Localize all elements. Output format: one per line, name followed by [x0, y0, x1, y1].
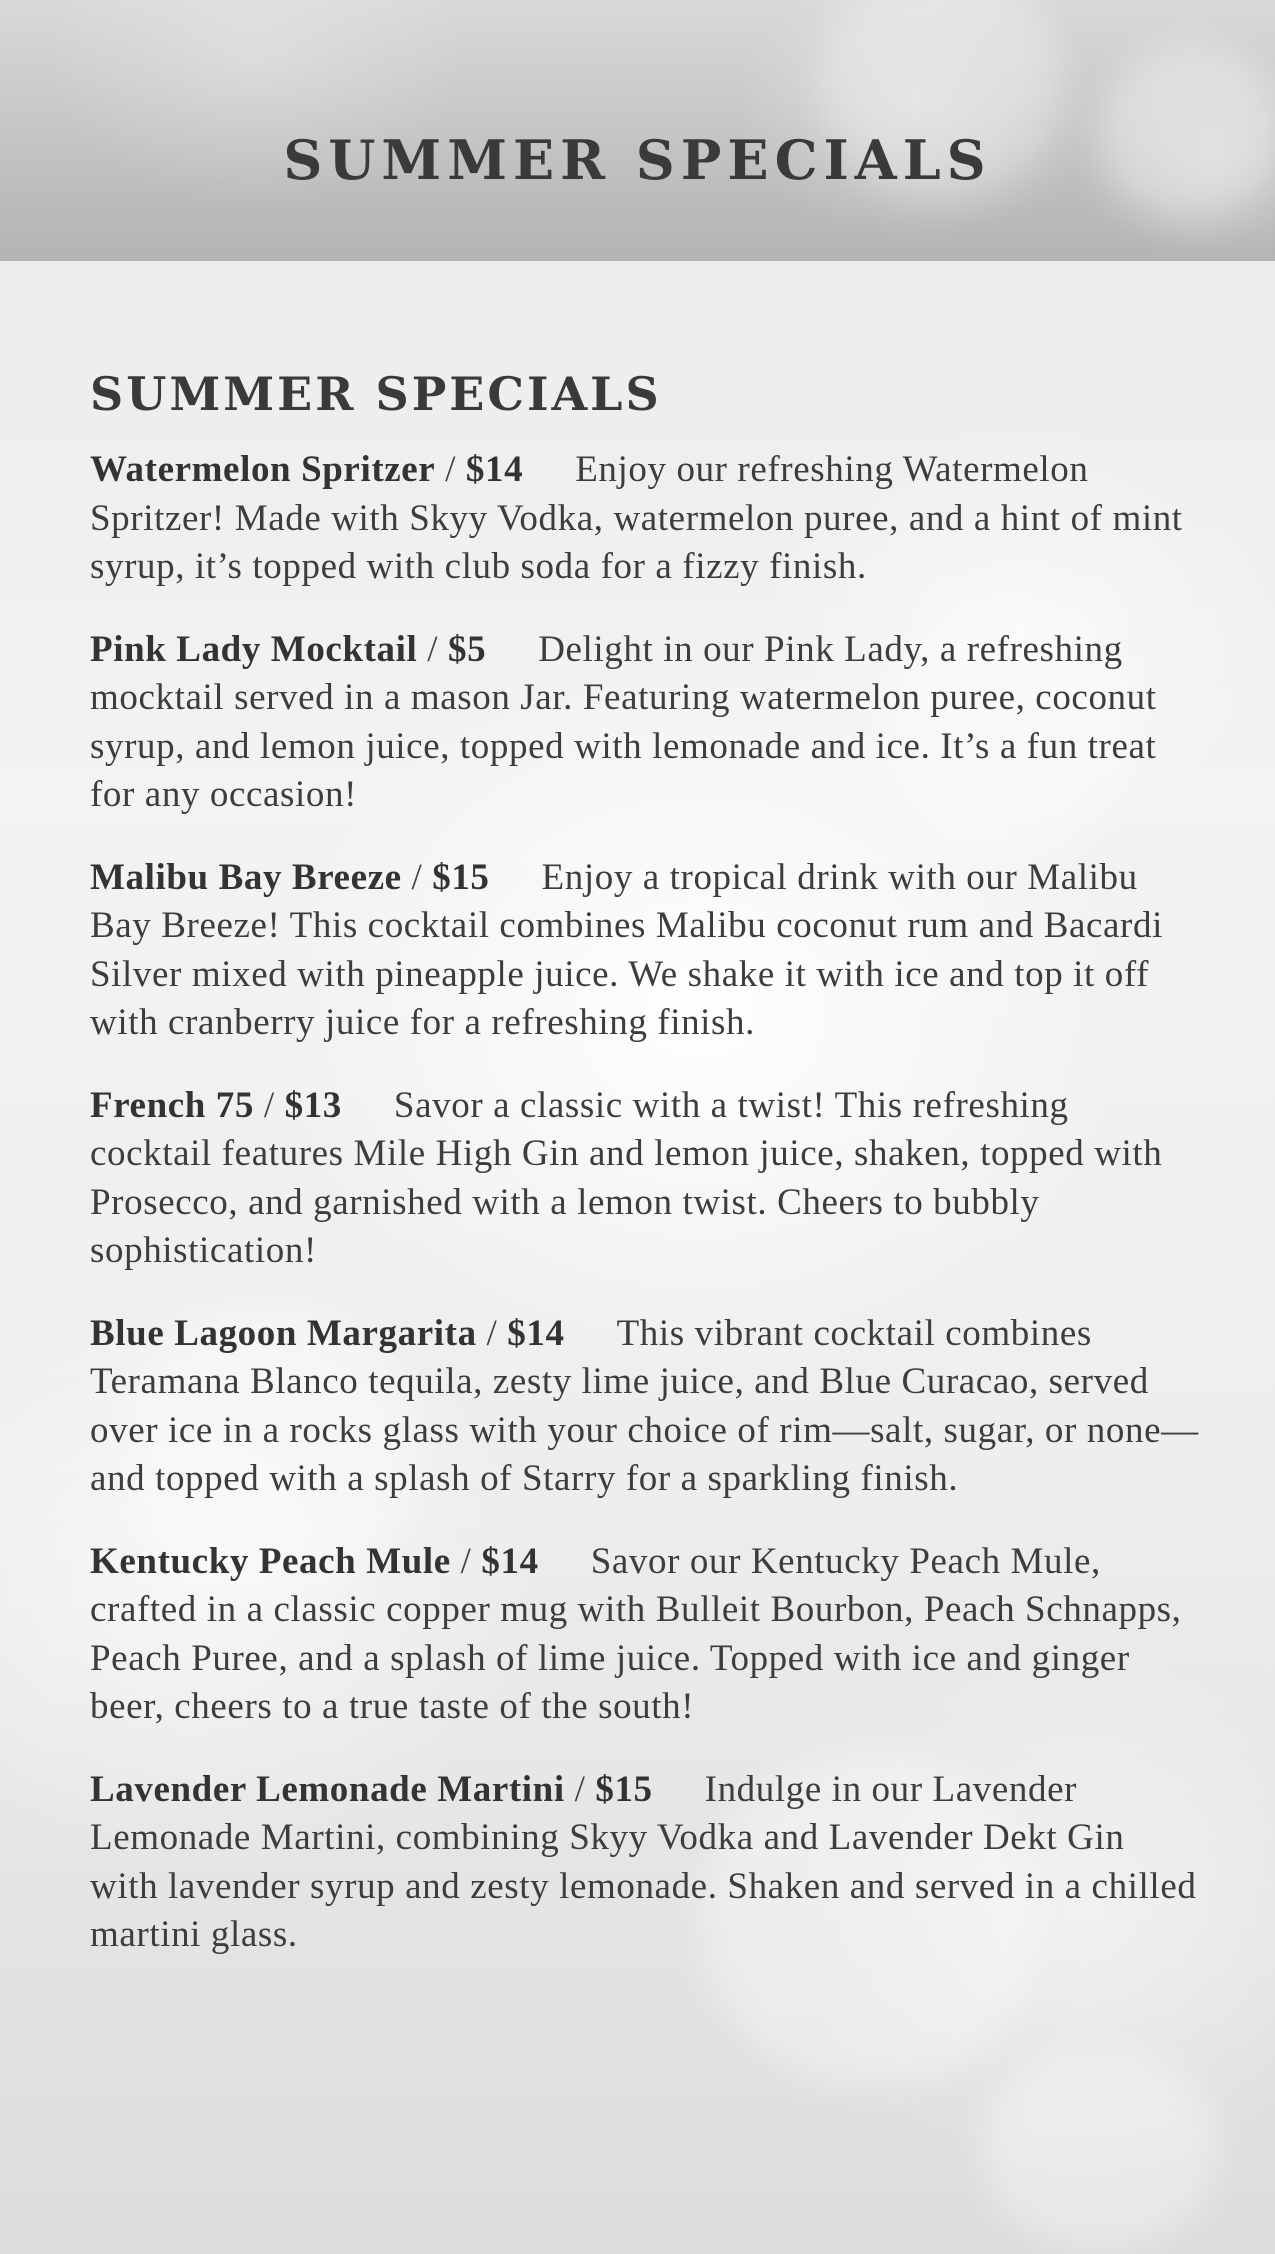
- menu-item-price: $14: [465, 449, 524, 490]
- menu-item-separator: /: [401, 856, 433, 898]
- menu-item-price: $14: [481, 1540, 539, 1582]
- menu-item: [90, 1310, 1200, 1504]
- menu-item-name: French 75: [90, 1084, 255, 1126]
- menu-item-separator: /: [564, 1768, 596, 1810]
- menu-items-list: [90, 446, 1200, 1960]
- menu-item-description: Enjoy a tropical drink with our Malibu Bay Breeze! This cocktail combines Malibu coconut rum and Bacardi Silver mixed with pineapple juice. We shake it with ice and top it off with cranberry juice for a refreshing finish.: [90, 856, 1163, 1043]
- menu-item-description: Savor a classic with a twist! This refreshing cocktail features Mile High Gin and lemon juice, shaken, topped with Prosecco, and garnished with a lemon twist. Cheers to bubbly sophistication!: [90, 1084, 1163, 1271]
- menu-item-separator: /: [450, 1540, 482, 1582]
- menu-item-separator: /: [254, 1084, 285, 1126]
- menu-item-description: Delight in our Pink Lady, a refreshing mocktail served in a mason Jar. Featuring watermelon puree, coconut syrup, and lemon juice, topped with lemonade and ice. It’s a fun treat for any occasion!: [90, 628, 1157, 815]
- background-bokeh: [980, 2050, 1220, 2250]
- menu-item-name: Watermelon Spritzer: [90, 449, 436, 490]
- menu-item: [90, 446, 1200, 592]
- menu-item-separator: /: [476, 1312, 508, 1354]
- menu-item-separator: /: [435, 449, 466, 490]
- menu-item-separator: /: [417, 628, 448, 670]
- menu-item: [90, 626, 1200, 820]
- menu-item-price: $15: [595, 1768, 653, 1810]
- menu-item-name: Lavender Lemonade Martini: [90, 1768, 565, 1810]
- menu-item-name: Pink Lady Mocktail: [90, 628, 418, 670]
- page-title: SUMMER SPECIALS: [283, 128, 992, 192]
- menu-item-description: Savor our Kentucky Peach Mule, crafted in a classic copper mug with Bulleit Bourbon, Peach Schnapps, Peach Puree, and a splash of lime juice. Topped with ice and ginger beer, cheers to a true taste of the south!: [90, 1540, 1182, 1727]
- menu-item: [90, 1082, 1200, 1276]
- menu-item-price: $15: [432, 856, 490, 898]
- menu-item-name: Blue Lagoon Margarita: [90, 1312, 477, 1354]
- menu-item-price: $13: [284, 1084, 342, 1126]
- menu-item-name: Malibu Bay Breeze: [90, 856, 402, 898]
- menu-item-name: Kentucky Peach Mule: [90, 1540, 451, 1582]
- menu-item-description: This vibrant cocktail combines Teramana Blanco tequila, zesty lime juice, and Blue Curacao, served over ice in a rocks glass with your choice of rim—salt, sugar, or none—and topped with a splash of Starry for a sparkling finish.: [90, 1312, 1199, 1499]
- menu-item: [90, 1766, 1200, 1960]
- menu-item: [90, 1538, 1200, 1732]
- section-title: SUMMER SPECIALS: [90, 367, 662, 421]
- header-banner: [0, 0, 1275, 261]
- menu-item-price: $5: [448, 628, 487, 670]
- menu-item: [90, 854, 1200, 1048]
- menu-content: [90, 362, 1200, 1994]
- menu-item-description: Indulge in our Lavender Lemonade Martini, combining Skyy Vodka and Lavender Dekt Gin with lavender syrup and zesty lemonade. Shaken and served in a chilled martini glass.: [90, 1768, 1197, 1955]
- menu-item-description: Enjoy our refreshing Watermelon Spritzer! Made with Skyy Vodka, watermelon puree, and a hint of mint syrup, it’s topped with club soda for a fizzy finish.: [90, 449, 1183, 587]
- menu-item-price: $14: [507, 1312, 565, 1354]
